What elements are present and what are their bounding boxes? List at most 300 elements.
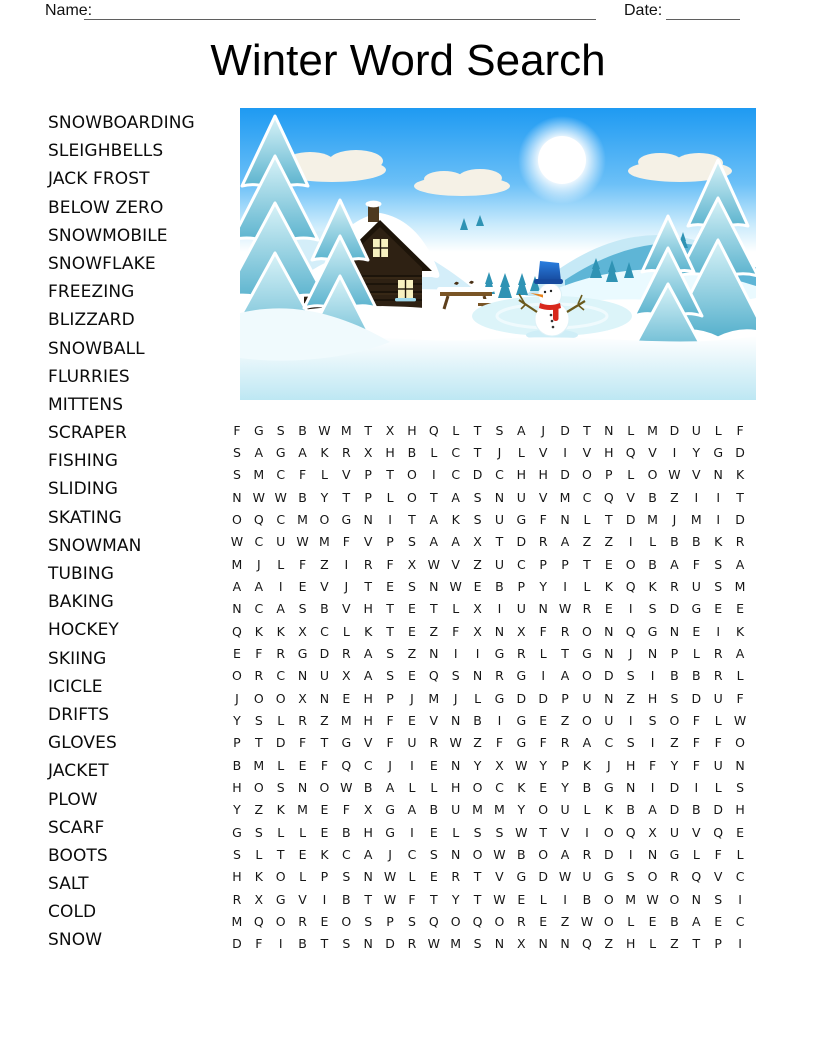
grid-letter: N bbox=[604, 422, 614, 438]
grid-row bbox=[226, 620, 751, 642]
grid-letter: C bbox=[320, 623, 329, 639]
grid-letter: M bbox=[690, 511, 702, 527]
grid-letter: H bbox=[538, 467, 548, 483]
grid-letter: Z bbox=[473, 735, 482, 751]
grid-letter: W bbox=[668, 467, 681, 483]
grid-letter: D bbox=[472, 467, 483, 483]
grid-letter: W bbox=[427, 556, 440, 572]
date-input-line[interactable] bbox=[666, 19, 740, 20]
grid-letter: T bbox=[473, 869, 482, 885]
grid-letter: Z bbox=[407, 645, 417, 661]
grid-letter: Y bbox=[233, 712, 241, 728]
word-list-item: BOOTS bbox=[48, 845, 108, 866]
grid-letter: J bbox=[344, 578, 349, 594]
grid-letter: C bbox=[735, 913, 745, 929]
grid-letter: G bbox=[516, 712, 527, 728]
grid-letter: B bbox=[473, 712, 482, 728]
grid-letter: Q bbox=[428, 422, 439, 438]
grid-letter: J bbox=[256, 556, 261, 572]
grid-letter: C bbox=[254, 601, 264, 617]
grid-letter: L bbox=[277, 556, 285, 572]
grid-letter: P bbox=[670, 645, 679, 661]
grid-letter: F bbox=[233, 422, 241, 438]
grid-letter: L bbox=[320, 467, 328, 483]
grid-letter: O bbox=[275, 690, 286, 706]
grid-letter: D bbox=[735, 444, 745, 460]
grid-letter: S bbox=[626, 735, 635, 751]
grid-letter: E bbox=[714, 601, 723, 617]
grid-letter: Y bbox=[670, 757, 679, 773]
grid-letter: U bbox=[319, 668, 330, 684]
grid-letter: T bbox=[495, 534, 504, 550]
word-list-item: FREEZING bbox=[48, 282, 135, 303]
grid-letter: L bbox=[452, 824, 460, 840]
grid-row bbox=[226, 441, 751, 463]
grid-letter: T bbox=[342, 489, 351, 505]
grid-letter: P bbox=[386, 534, 394, 550]
grid-letter: D bbox=[669, 802, 680, 818]
word-list-item: SLEIGHBELLS bbox=[48, 141, 164, 162]
grid-letter: V bbox=[692, 824, 701, 840]
grid-letter: A bbox=[407, 802, 417, 818]
grid-letter: O bbox=[603, 824, 614, 840]
grid-letter: B bbox=[670, 668, 679, 684]
grid-letter: I bbox=[563, 444, 567, 460]
grid-letter: N bbox=[363, 936, 373, 952]
grid-letter: L bbox=[342, 623, 350, 639]
grid-letter: H bbox=[232, 779, 242, 795]
grid-letter: Q bbox=[232, 623, 242, 639]
grid-letter: G bbox=[385, 824, 395, 840]
grid-letter: Z bbox=[626, 690, 635, 706]
grid-letter: V bbox=[648, 444, 657, 460]
grid-letter: I bbox=[738, 891, 742, 907]
word-list-item: GLOVES bbox=[48, 733, 117, 754]
grid-letter: J bbox=[628, 645, 633, 661]
grid-letter: U bbox=[713, 757, 723, 773]
grid-letter: D bbox=[516, 690, 527, 706]
grid-letter: R bbox=[276, 645, 286, 661]
grid-letter: F bbox=[692, 556, 700, 572]
grid-letter: E bbox=[298, 846, 307, 862]
grid-letter: P bbox=[364, 467, 372, 483]
grid-letter: F bbox=[539, 511, 547, 527]
grid-letter: F bbox=[714, 846, 722, 862]
grid-letter: P bbox=[605, 467, 613, 483]
grid-letter: R bbox=[713, 668, 723, 684]
grid-letter: V bbox=[582, 444, 592, 460]
grid-letter: S bbox=[386, 668, 395, 684]
grid-letter: D bbox=[516, 534, 527, 550]
grid-letter: N bbox=[604, 690, 614, 706]
grid-letter: F bbox=[539, 735, 547, 751]
grid-letter: B bbox=[298, 936, 307, 952]
grid-letter: A bbox=[232, 578, 242, 594]
grid-letter: K bbox=[604, 578, 613, 594]
grid-letter: I bbox=[563, 578, 567, 594]
grid-letter: U bbox=[516, 601, 526, 617]
grid-letter: S bbox=[298, 601, 307, 617]
grid-letter: C bbox=[451, 444, 461, 460]
grid-letter: R bbox=[254, 668, 264, 684]
grid-row bbox=[226, 486, 751, 508]
grid-letter: A bbox=[254, 578, 264, 594]
grid-letter: L bbox=[692, 846, 700, 862]
grid-letter: D bbox=[232, 936, 242, 952]
grid-letter: I bbox=[650, 735, 655, 751]
grid-letter: F bbox=[255, 645, 263, 661]
grid-letter: Z bbox=[604, 936, 614, 952]
grid-letter: I bbox=[738, 936, 742, 952]
winter-illustration bbox=[240, 108, 756, 400]
grid-letter: U bbox=[560, 802, 570, 818]
grid-letter: Z bbox=[670, 735, 679, 751]
grid-row bbox=[226, 464, 751, 486]
grid-letter: G bbox=[691, 601, 702, 617]
grid-letter: G bbox=[516, 869, 527, 885]
grid-letter: S bbox=[495, 824, 504, 840]
grid-letter: X bbox=[298, 623, 307, 639]
grid-letter: B bbox=[670, 534, 679, 550]
grid-letter: F bbox=[298, 467, 307, 483]
grid-letter: Q bbox=[691, 869, 702, 885]
grid-letter: H bbox=[604, 444, 614, 460]
grid-letter: T bbox=[386, 467, 394, 483]
grid-letter: Z bbox=[429, 623, 439, 639]
grid-letter: N bbox=[669, 623, 680, 639]
grid-letter: N bbox=[363, 511, 373, 527]
grid-letter: T bbox=[254, 735, 263, 751]
grid-letter: Y bbox=[233, 802, 241, 818]
grid-letter: T bbox=[692, 936, 701, 952]
grid-letter: O bbox=[647, 467, 658, 483]
grid-letter: O bbox=[582, 467, 592, 483]
grid-letter: U bbox=[494, 556, 505, 572]
word-list-item: SNOWMAN bbox=[48, 535, 142, 556]
grid-letter: S bbox=[714, 578, 723, 594]
grid-letter: S bbox=[364, 913, 373, 929]
grid-letter: N bbox=[363, 869, 373, 885]
grid-letter: N bbox=[604, 645, 614, 661]
grid-letter: Q bbox=[253, 913, 264, 929]
grid-letter: S bbox=[736, 779, 745, 795]
word-list-item: SKATING bbox=[48, 507, 122, 528]
grid-letter: X bbox=[517, 623, 526, 639]
grid-letter: R bbox=[582, 846, 592, 862]
grid-row bbox=[226, 709, 751, 731]
grid-letter: A bbox=[692, 913, 701, 929]
grid-letter: B bbox=[670, 913, 679, 929]
grid-letter: T bbox=[473, 422, 482, 438]
grid-letter: I bbox=[628, 601, 633, 617]
grid-letter: Q bbox=[428, 668, 439, 684]
grid-letter: L bbox=[299, 824, 307, 840]
grid-letter: B bbox=[495, 578, 504, 594]
grid-letter: E bbox=[473, 578, 482, 594]
grid-letter: A bbox=[385, 779, 395, 795]
grid-letter: K bbox=[254, 869, 263, 885]
grid-letter: A bbox=[451, 534, 460, 550]
grid-letter: V bbox=[363, 534, 373, 550]
grid-letter: O bbox=[494, 913, 505, 929]
grid-letter: Q bbox=[341, 757, 352, 773]
grid-letter: L bbox=[408, 779, 416, 795]
grid-letter: O bbox=[232, 511, 242, 527]
grid-letter: E bbox=[539, 913, 548, 929]
grid-letter: B bbox=[582, 779, 592, 795]
grid-letter: G bbox=[713, 444, 724, 460]
grid-letter: N bbox=[494, 489, 505, 505]
grid-letter: R bbox=[341, 444, 351, 460]
grid-letter: R bbox=[582, 601, 592, 617]
grid-letter: L bbox=[583, 511, 591, 527]
grid-letter: T bbox=[364, 422, 372, 438]
grid-letter: D bbox=[560, 422, 570, 438]
grid-letter: J bbox=[541, 422, 546, 438]
grid-letter: A bbox=[735, 556, 745, 572]
date-label: Date: bbox=[624, 2, 663, 19]
grid-letter: K bbox=[320, 444, 329, 460]
grid-letter: A bbox=[363, 846, 373, 862]
grid-letter: T bbox=[561, 645, 569, 661]
grid-letter: X bbox=[473, 601, 482, 617]
grid-letter: E bbox=[320, 802, 329, 818]
grid-row bbox=[226, 821, 751, 843]
grid-letter: F bbox=[320, 757, 329, 773]
grid-letter: H bbox=[363, 601, 373, 617]
grid-letter: G bbox=[253, 422, 264, 438]
grid-letter: O bbox=[472, 779, 483, 795]
grid-letter: N bbox=[451, 846, 461, 862]
grid-letter: I bbox=[694, 489, 699, 505]
grid-letter: J bbox=[235, 690, 239, 706]
grid-letter: S bbox=[648, 712, 657, 728]
grid-letter: X bbox=[473, 534, 482, 550]
grid-letter: M bbox=[734, 578, 746, 594]
grid-letter: X bbox=[298, 690, 307, 706]
grid-letter: S bbox=[473, 824, 482, 840]
grid-letter: M bbox=[319, 534, 330, 550]
grid-letter: Q bbox=[428, 913, 439, 929]
grid-letter: C bbox=[363, 757, 373, 773]
grid-letter: I bbox=[410, 824, 414, 840]
word-list bbox=[48, 109, 195, 955]
grid-letter: N bbox=[494, 936, 505, 952]
grid-letter: R bbox=[232, 891, 242, 907]
grid-letter: E bbox=[517, 891, 526, 907]
grid-letter: W bbox=[515, 757, 528, 773]
grid-letter: H bbox=[363, 712, 373, 728]
grid-letter: H bbox=[625, 757, 636, 773]
grid-letter: K bbox=[364, 623, 373, 639]
grid-letter: G bbox=[494, 690, 505, 706]
grid-row bbox=[226, 888, 751, 910]
grid-letter: L bbox=[277, 757, 285, 773]
grid-row bbox=[226, 776, 751, 798]
grid-letter: H bbox=[450, 779, 461, 795]
grid-letter: S bbox=[670, 690, 679, 706]
grid-letter: G bbox=[603, 779, 614, 795]
name-input-line[interactable] bbox=[84, 19, 596, 20]
grid-letter: K bbox=[648, 578, 657, 594]
grid-letter: M bbox=[340, 422, 352, 438]
grid-letter: O bbox=[319, 511, 330, 527]
grid-letter: W bbox=[383, 891, 397, 907]
grid-letter: C bbox=[341, 846, 351, 862]
grid-letter: E bbox=[604, 601, 613, 617]
grid-letter: B bbox=[342, 824, 351, 840]
grid-letter: W bbox=[274, 489, 287, 505]
grid-row bbox=[226, 419, 751, 441]
grid-letter: M bbox=[559, 489, 571, 505]
grid-letter: T bbox=[604, 511, 613, 527]
grid-letter: K bbox=[517, 779, 526, 795]
grid-letter: N bbox=[429, 578, 439, 594]
grid-letter: Z bbox=[560, 712, 570, 728]
grid-letter: I bbox=[541, 668, 546, 684]
grid-letter: O bbox=[735, 735, 745, 751]
grid-letter: N bbox=[429, 645, 439, 661]
grid-letter: A bbox=[560, 534, 570, 550]
grid-letter: E bbox=[342, 690, 351, 706]
grid-letter: B bbox=[692, 802, 701, 818]
grid-letter: O bbox=[341, 913, 352, 929]
grid-letter: K bbox=[320, 846, 329, 862]
grid-letter: F bbox=[692, 712, 700, 728]
grid-letter: M bbox=[231, 913, 243, 929]
word-list-item: HOCKEY bbox=[48, 620, 119, 641]
grid-letter: I bbox=[650, 668, 655, 684]
grid-letter: K bbox=[714, 534, 723, 550]
grid-letter: T bbox=[429, 601, 438, 617]
grid-letter: L bbox=[583, 578, 591, 594]
grid-letter: U bbox=[669, 824, 680, 840]
grid-letter: V bbox=[626, 489, 635, 505]
grid-letter: L bbox=[627, 467, 635, 483]
grid-letter: D bbox=[669, 779, 680, 795]
grid-letter: N bbox=[626, 779, 636, 795]
grid-letter: A bbox=[363, 668, 373, 684]
grid-letter: X bbox=[473, 623, 482, 639]
grid-letter: L bbox=[649, 936, 657, 952]
grid-letter: L bbox=[299, 869, 307, 885]
grid-letter: L bbox=[714, 712, 722, 728]
grid-letter: W bbox=[646, 891, 659, 907]
grid-letter: R bbox=[516, 645, 526, 661]
grid-letter: O bbox=[275, 869, 286, 885]
word-list-item: SNOWBOARDING bbox=[48, 113, 195, 133]
grid-letter: O bbox=[582, 712, 592, 728]
grid-letter: P bbox=[386, 913, 394, 929]
grid-letter: S bbox=[254, 712, 263, 728]
grid-letter: L bbox=[714, 779, 722, 795]
word-list-item: SNOWFLAKE bbox=[48, 253, 156, 274]
word-list-item: FISHING bbox=[48, 451, 118, 472]
hat-brim bbox=[534, 279, 563, 284]
grid-letter: V bbox=[342, 467, 351, 483]
grid-letter: V bbox=[451, 556, 460, 572]
grid-letter: K bbox=[276, 802, 285, 818]
grid-letter: W bbox=[340, 779, 353, 795]
grid-letter: X bbox=[363, 444, 373, 460]
grid-letter: P bbox=[233, 735, 241, 751]
grid-letter: O bbox=[625, 556, 636, 572]
grid-letter: A bbox=[735, 645, 745, 661]
grid-letter: G bbox=[603, 869, 614, 885]
grid-letter: W bbox=[493, 846, 506, 862]
grid-row bbox=[226, 687, 751, 709]
grid-letter: I bbox=[694, 779, 699, 795]
grid-letter: Q bbox=[625, 444, 636, 460]
grid-letter: I bbox=[475, 645, 480, 661]
grid-letter: K bbox=[604, 802, 613, 818]
grid-letter: M bbox=[450, 936, 462, 952]
word-list-item: SALT bbox=[48, 874, 89, 895]
grid-letter: E bbox=[736, 601, 745, 617]
grid-letter: I bbox=[497, 601, 502, 617]
grid-letter: C bbox=[495, 779, 504, 795]
grid-letter: R bbox=[363, 556, 373, 572]
grid-letter: B bbox=[342, 891, 351, 907]
sun bbox=[518, 116, 606, 204]
grid-letter: O bbox=[253, 779, 264, 795]
grid-letter: M bbox=[647, 422, 658, 438]
grid-letter: D bbox=[713, 802, 723, 818]
grid-letter: F bbox=[452, 623, 460, 639]
grid-letter: F bbox=[692, 735, 700, 751]
grid-letter: B bbox=[298, 422, 307, 438]
word-list-item: SCARF bbox=[48, 817, 105, 838]
grid-letter: U bbox=[494, 511, 505, 527]
grid-letter: H bbox=[363, 824, 373, 840]
grid-letter: X bbox=[254, 891, 264, 907]
grid-letter: I bbox=[278, 936, 283, 952]
grid-letter: V bbox=[495, 869, 504, 885]
grid-letter: S bbox=[429, 846, 438, 862]
grid-letter: N bbox=[560, 511, 570, 527]
grid-letter: S bbox=[254, 824, 263, 840]
grid-letter: L bbox=[386, 489, 394, 505]
grid-row bbox=[226, 933, 751, 955]
grid-letter: F bbox=[648, 757, 657, 773]
grid-letter: C bbox=[451, 467, 461, 483]
grid-letter: O bbox=[319, 779, 330, 795]
grid-letter: S bbox=[473, 936, 482, 952]
grid-letter: F bbox=[736, 690, 744, 706]
grid-letter: Y bbox=[692, 444, 701, 460]
grid-letter: S bbox=[386, 645, 395, 661]
grid-letter: M bbox=[231, 556, 243, 572]
grid-letter: F bbox=[386, 735, 394, 751]
grid-letter: R bbox=[298, 712, 307, 728]
grid-letter: R bbox=[670, 578, 679, 594]
grid-letter: Q bbox=[582, 936, 592, 952]
grid-letter: W bbox=[493, 891, 506, 907]
grid-letter: S bbox=[473, 489, 482, 505]
word-list-item: MITTENS bbox=[48, 394, 124, 415]
word-list-item: DRIFTS bbox=[48, 704, 110, 725]
grid-letter: X bbox=[495, 757, 504, 773]
grid-letter: N bbox=[691, 891, 701, 907]
grid-letter: A bbox=[517, 422, 526, 438]
grid-letter: R bbox=[560, 623, 570, 639]
grid-letter: O bbox=[603, 913, 614, 929]
grid-letter: E bbox=[320, 913, 329, 929]
grid-letter: V bbox=[363, 735, 373, 751]
grid-letter: N bbox=[451, 757, 461, 773]
grid-letter: I bbox=[322, 891, 327, 907]
grid-letter: A bbox=[670, 556, 679, 572]
